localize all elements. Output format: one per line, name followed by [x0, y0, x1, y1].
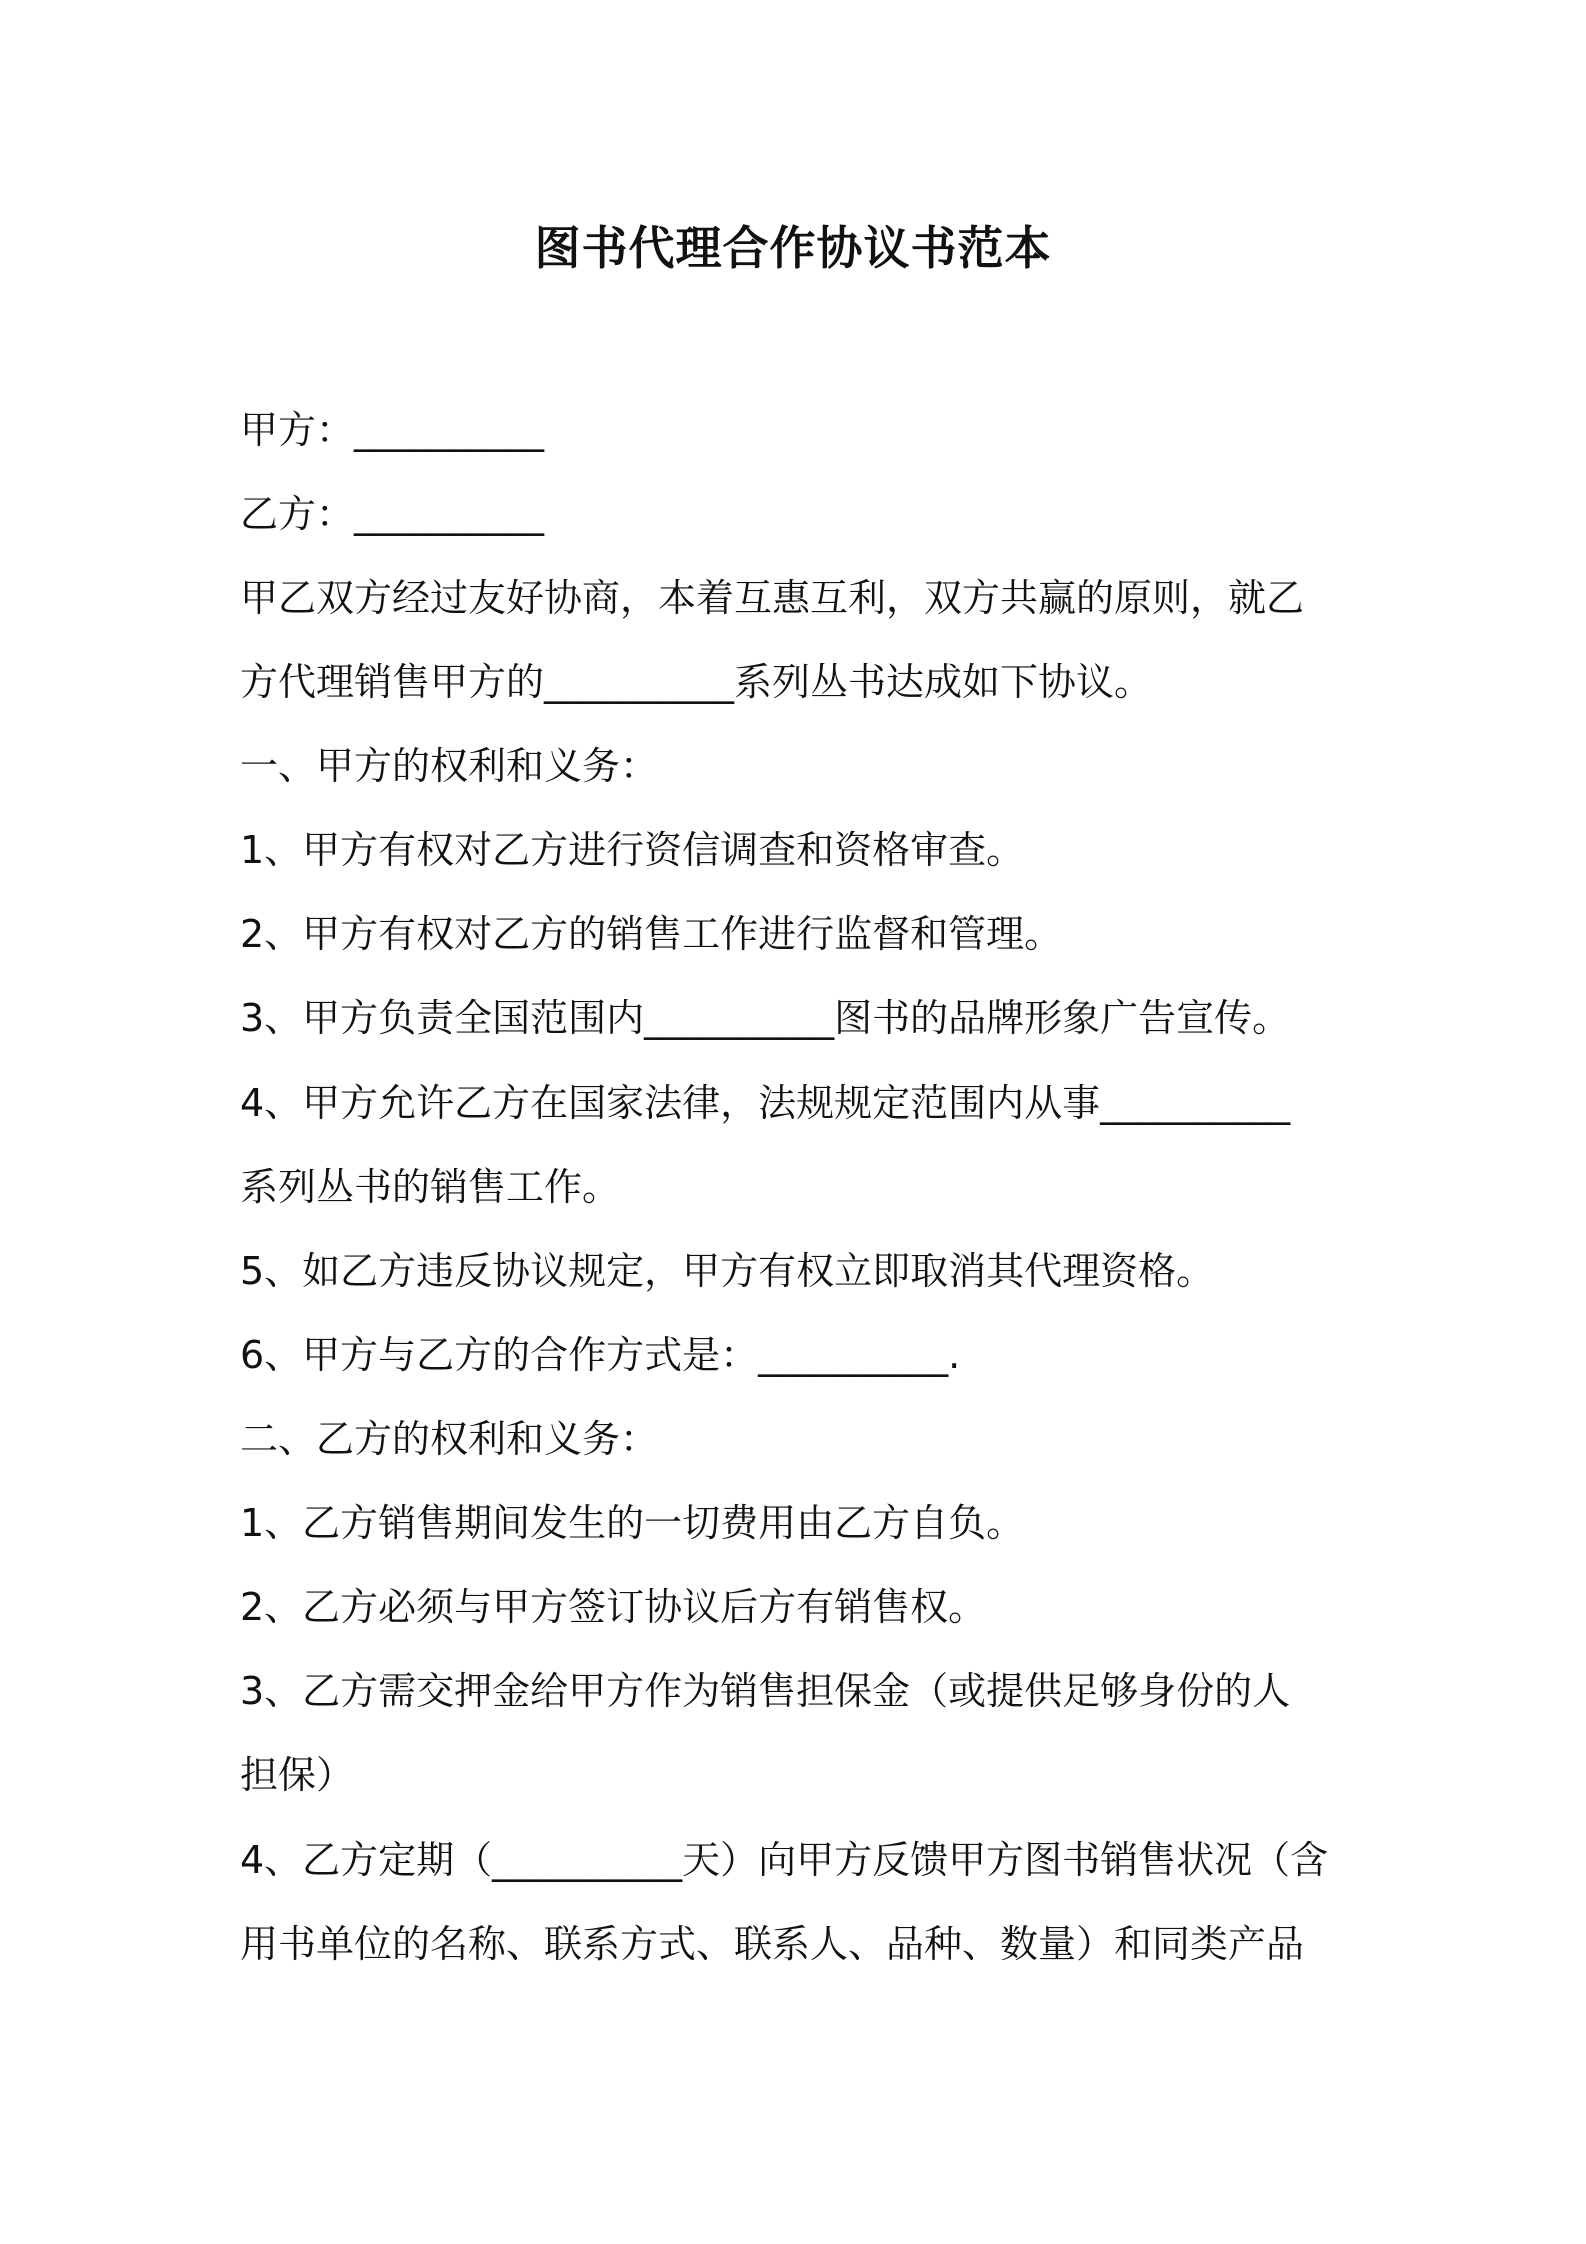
party-a-line: 甲方：__________: [240, 408, 545, 452]
clause-a-2: 2、甲方有权对乙方的销售工作进行监督和管理。: [240, 912, 1063, 956]
clause-a-5: 5、如乙方违反协议规定，甲方有权立即取消其代理资格。: [240, 1249, 1215, 1293]
clause-b-3-line-1: 3、乙方需交押金给甲方作为销售担保金（或提供足够身份的人: [240, 1669, 1291, 1713]
clause-a-3: 3、甲方负责全国范围内__________图书的品牌形象广告宣传。: [240, 996, 1291, 1040]
clause-b-4-line-2: 用书单位的名称、联系方式、联系人、品种、数量）和同类产品: [240, 1922, 1305, 1966]
section-heading-party-b: 二、乙方的权利和义务：: [240, 1417, 659, 1461]
section-heading-party-a: 一、甲方的权利和义务：: [240, 744, 659, 788]
clause-b-2: 2、乙方必须与甲方签订协议后方有销售权。: [240, 1585, 987, 1629]
clause-b-1: 1、乙方销售期间发生的一切费用由乙方自负。: [240, 1501, 1025, 1545]
preamble-line-2: 方代理销售甲方的__________系列丛书达成如下协议。: [240, 660, 1153, 704]
clause-a-4-line-1: 4、甲方允许乙方在国家法律，法规规定范围内从事__________: [240, 1081, 1291, 1125]
party-b-line: 乙方：__________: [240, 492, 545, 536]
clause-a-6: 6、甲方与乙方的合作方式是：__________.: [240, 1333, 961, 1377]
document-title: 图书代理合作协议书范本: [534, 221, 1052, 275]
clause-a-4-line-2: 系列丛书的销售工作。: [240, 1165, 621, 1209]
clause-a-1: 1、甲方有权对乙方进行资信调查和资格审查。: [240, 828, 1025, 872]
clause-b-4-line-1: 4、乙方定期（__________天）向甲方反馈甲方图书销售状况（含: [240, 1838, 1329, 1882]
clause-b-3-line-2: 担保）: [240, 1753, 355, 1797]
preamble-line-1: 甲乙双方经过友好协商，本着互惠互利，双方共赢的原则，就乙: [240, 576, 1305, 620]
